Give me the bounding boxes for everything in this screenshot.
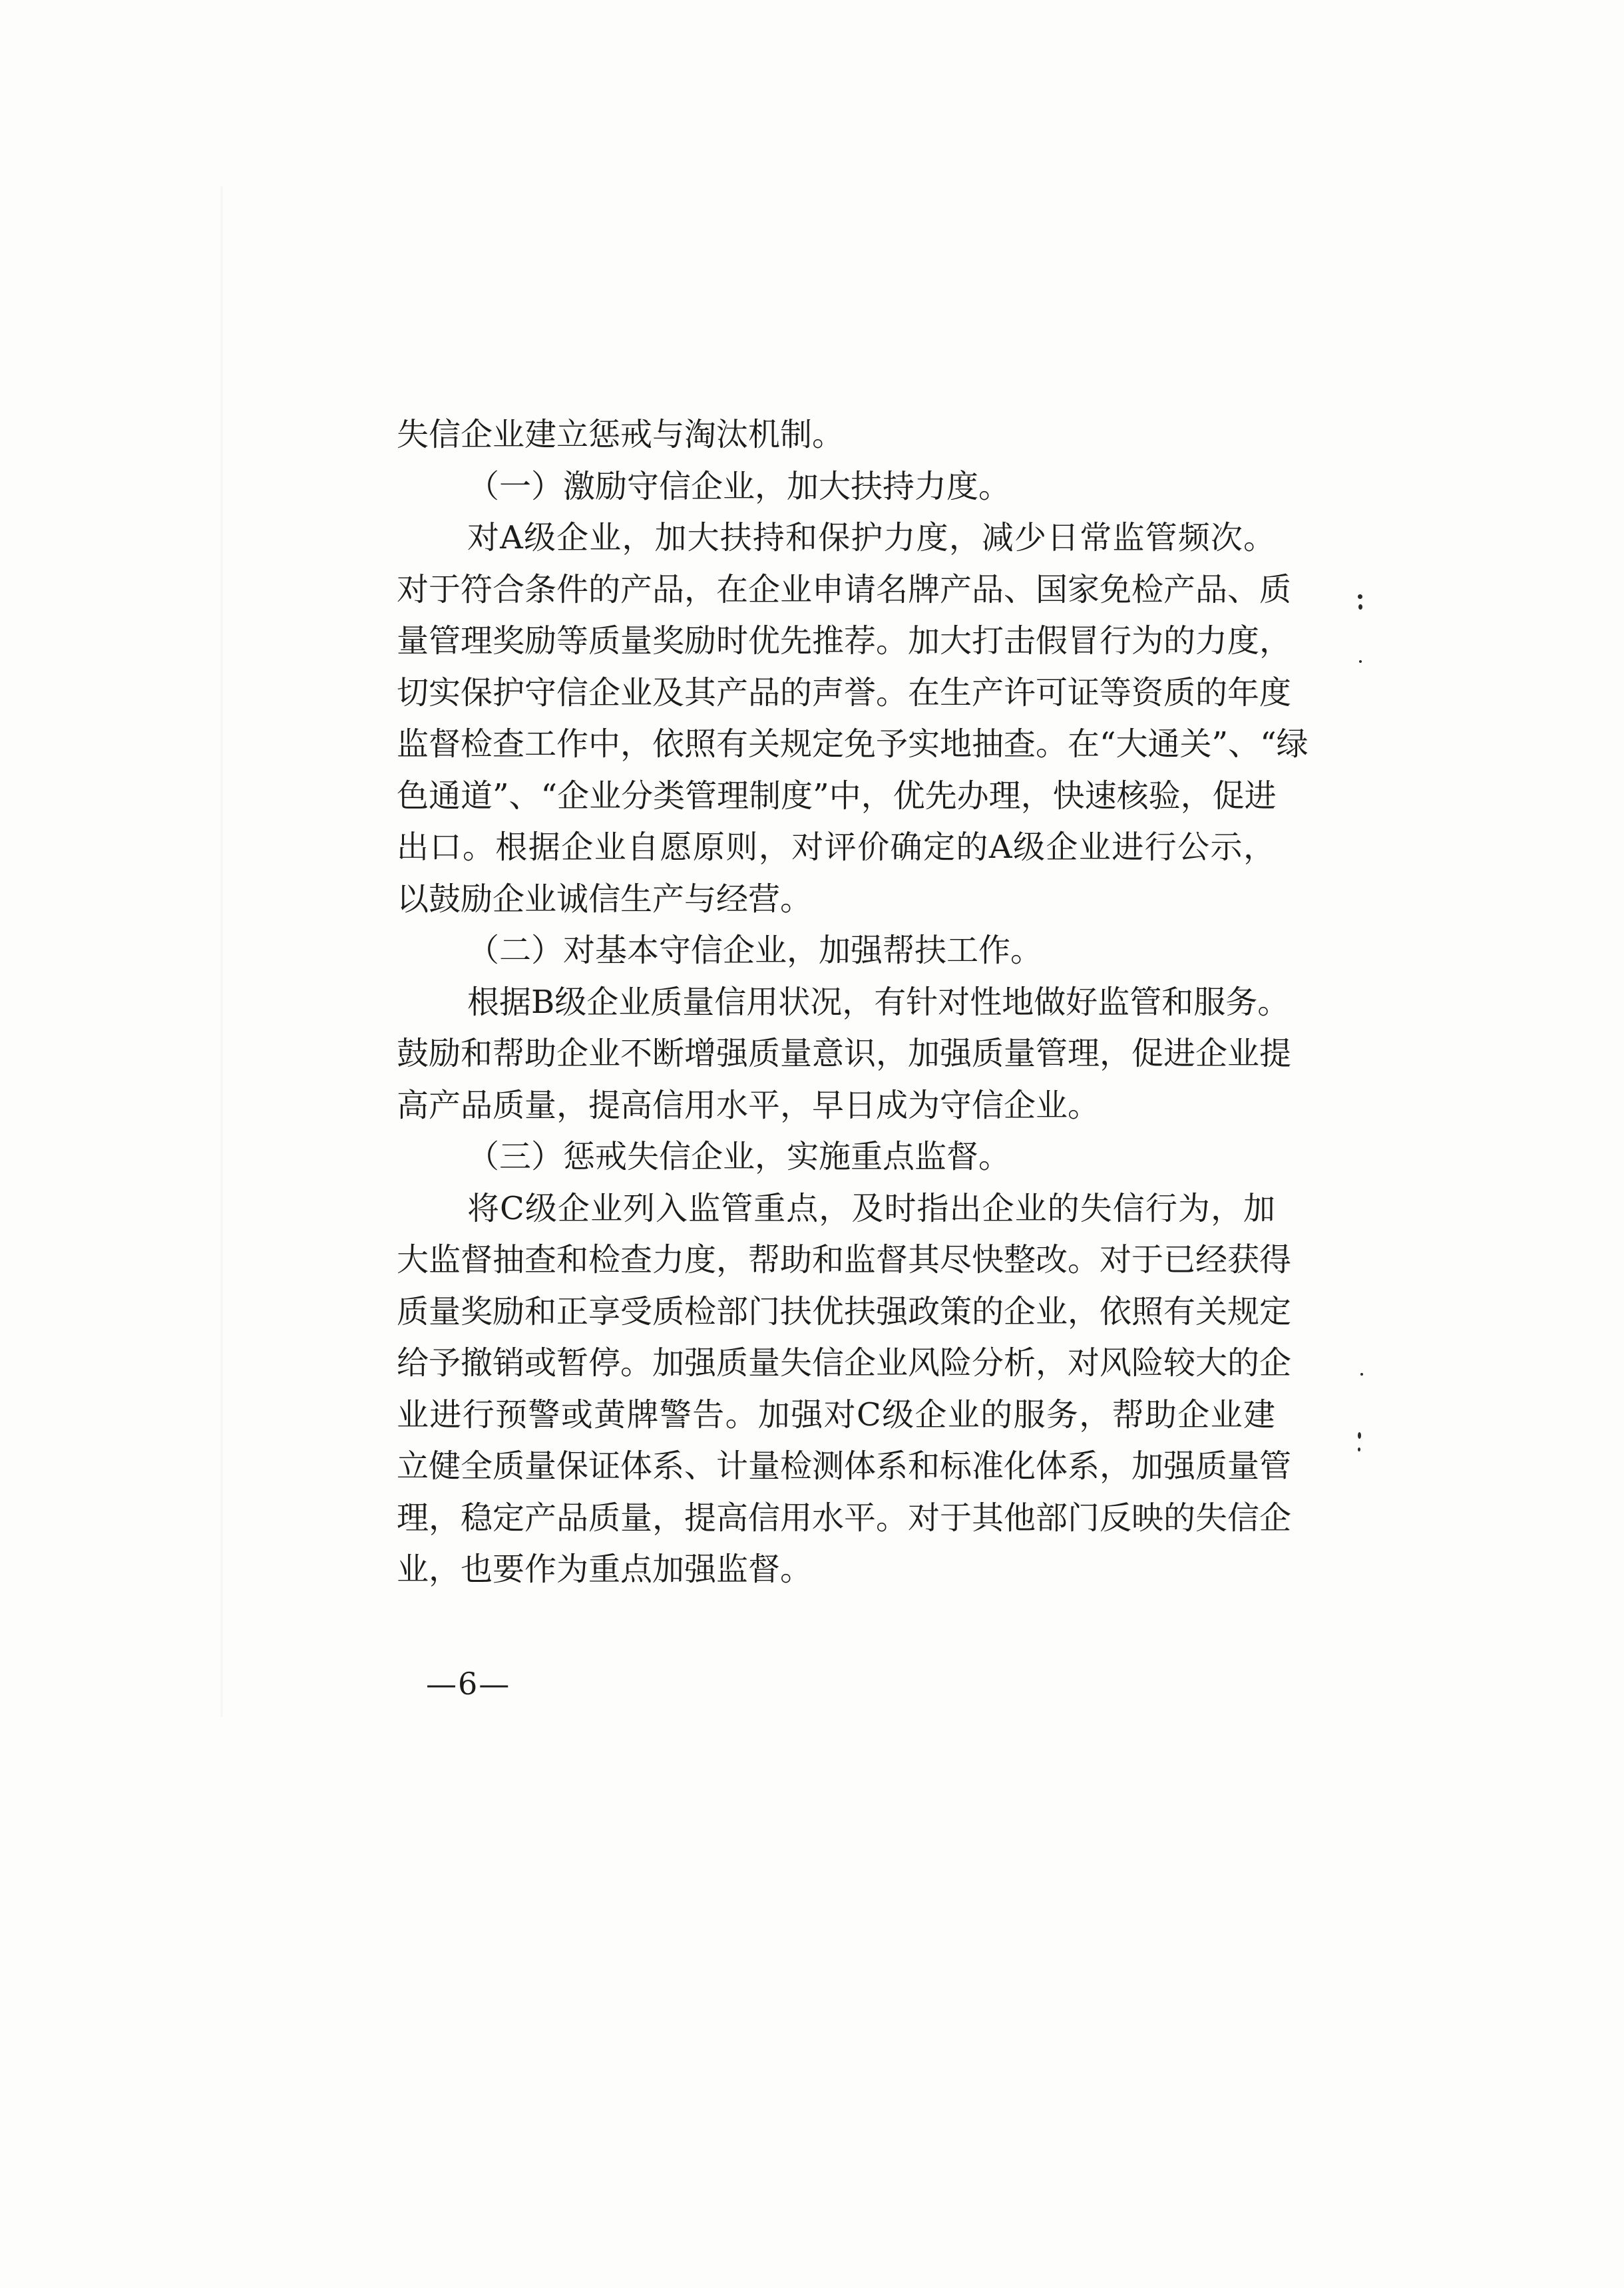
text-line: 业，也要作为重点加强监督。	[397, 1551, 813, 1588]
text-line: 理，稳定产品质量，提高信用水平。对于其他部门反映的失信企	[397, 1499, 1292, 1537]
text-line: 色通道”、“企业分类管理制度”中，优先办理，快速核验，促进	[397, 777, 1277, 815]
text-line: 切实保护守信企业及其产品的声誉。在生产许可证等资质的年度	[397, 673, 1292, 711]
text-line: 量管理奖励等质量奖励时优先推荐。加大打击假冒行为的力度，	[397, 622, 1292, 660]
scan-speck	[1359, 660, 1362, 663]
document-body	[397, 409, 1309, 1596]
text-line: 质量奖励和正享受质检部门扶优扶强政策的企业，依照有关规定	[397, 1292, 1292, 1330]
scan-speck	[1360, 1373, 1363, 1376]
text-line: 将C级企业列入监管重点，及时指出企业的失信行为，加	[467, 1189, 1275, 1227]
text-line: 根据B级企业质量信用状况，有针对性地做好监管和服务。	[467, 983, 1290, 1021]
section-heading-1: （一）激励守信企业，加大扶持力度。	[467, 467, 1011, 505]
scan-speck	[1358, 594, 1362, 599]
text-line: 给予撤销或暂停。加强质量失信企业风险分析，对风险较大的企	[397, 1344, 1292, 1382]
text-line: 失信企业建立惩戒与淘汰机制。	[397, 416, 845, 453]
scan-speck	[1358, 1432, 1361, 1439]
text-line: 监督检查工作中，依照有关规定免予实地抽查。在“大通关”、“绿	[397, 725, 1309, 763]
text-line: 以鼓励企业诚信生产与经营。	[397, 880, 813, 918]
text-line: 业进行预警或黄牌警告。加强对C级企业的服务，帮助企业建	[397, 1396, 1275, 1433]
text-line: 对于符合条件的产品，在企业申请名牌产品、国家免检产品、质	[397, 570, 1292, 608]
section-heading-2: （二）对基本守信企业，加强帮扶工作。	[467, 932, 1043, 969]
page-number: —6—	[426, 1666, 511, 1702]
text-line: 立健全质量保证体系、计量检测体系和标准化体系，加强质量管	[397, 1447, 1292, 1485]
text-line: 出口。根据企业自愿原则，对评价确定的A级企业进行公示，	[397, 829, 1275, 866]
scan-shadow	[220, 186, 224, 1717]
section-heading-3: （三）惩戒失信企业，实施重点监督。	[467, 1138, 1011, 1175]
scan-speck	[1358, 604, 1362, 610]
text-line: 鼓励和帮助企业不断增强质量意识，加强质量管理，促进企业提	[397, 1035, 1292, 1072]
text-line: 大监督抽查和检查力度，帮助和监督其尽快整改。对于已经获得	[397, 1241, 1292, 1278]
scan-speck	[1358, 1447, 1360, 1451]
text-line: 高产品质量，提高信用水平，早日成为守信企业。	[397, 1086, 1100, 1124]
text-line: 对A级企业，加大扶持和保护力度，减少日常监管频次。	[467, 519, 1275, 556]
